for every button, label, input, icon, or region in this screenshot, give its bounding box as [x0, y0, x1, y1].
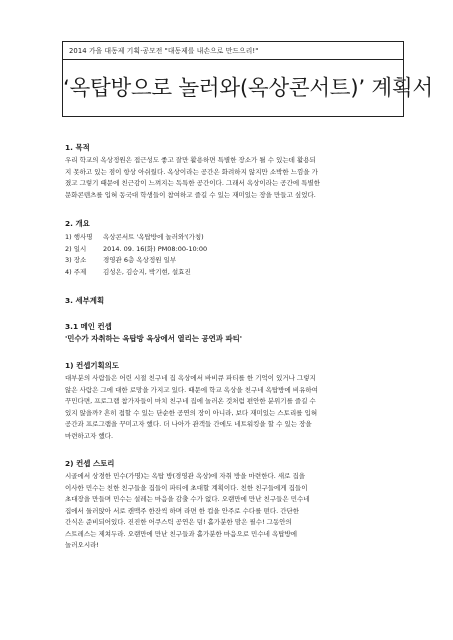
- text-line: 이사한 민수는 친한 친구들을 집들이 파티에 초대할 계획이다. 친한 친구들에게 집들이: [65, 483, 308, 492]
- text-line: 문화콘텐츠를 입혀 동국대 학생들이 참여하고 즐길 수 있는 재미있는 장을 만들고 싶었다.: [65, 190, 316, 199]
- purpose-paragraph: [65, 155, 395, 201]
- concept-story-paragraph: [65, 471, 395, 552]
- overview-key: 4) 주제: [65, 267, 87, 276]
- overview-item: [65, 244, 395, 256]
- text-line: 꾸민다면, 프로그램 참가자들이 마치 친구네 집에 놀러온 것처럼 편안한 분위기를 즐길 수: [65, 397, 316, 405]
- section-heading-details: 3. 세부계획: [65, 296, 105, 305]
- section-heading-overview: 2. 개요: [65, 219, 90, 228]
- overview-value: 경영관 6층 옥상정원 일부: [103, 256, 177, 264]
- overview-item: [65, 267, 395, 279]
- divider: [63, 59, 403, 60]
- text-line: 스트레스는 제쳐두라. 오랜만에 만난 친구들과 홀가분한 마음으로 민수네 옥탑방에: [65, 529, 298, 538]
- overview-key: 2) 일시: [65, 244, 87, 253]
- text-line: 대부분의 사람들은 어린 시절 친구네 집 옥상에서 바비큐 파티를 한 기억이 있거나 그렇지: [65, 374, 316, 382]
- event-subtitle: 2014 가을 대동제 기획·공모전 "대동제를 내손으로 만드으리!": [69, 47, 259, 55]
- text-line: 놀러오시라!: [65, 541, 100, 549]
- overview-key: 1) 행사명: [65, 233, 93, 241]
- section-heading-purpose: 1. 목적: [65, 143, 90, 152]
- main-concept-tagline: '민수가 자취하는 옥탑방 옥상에서 열리는 공연과 파티': [65, 334, 243, 343]
- overview-item: [65, 255, 395, 267]
- text-line: 마련하고자 했다.: [65, 431, 114, 440]
- concept-intent-paragraph: [65, 373, 395, 442]
- text-line: 지 못하고 있는 점이 항상 아쉬웠다. 옥상이라는 공간은 화려하지 않지만 소박한 느낌을 가: [65, 167, 318, 176]
- concept-intent-heading: 1) 컨셉기획의도: [65, 361, 119, 370]
- text-line: 초대장을 만들며 민수는 설레는 마음을 감출 수가 없다. 오랜만에 만난 친구들은 민수네: [65, 495, 310, 503]
- text-line: 않은 사람은 그에 대한 로망을 가지고 있다. 때문에 학교 옥상을 친구네 옥탑방에 비유하여: [65, 385, 318, 394]
- concept-story-heading: 2) 컨셉 스토리: [65, 459, 115, 468]
- title-box: [62, 41, 433, 117]
- overview-item: [65, 232, 395, 244]
- overview-value: 옥상콘서트 '옥탑방에 놀러와'(가칭): [103, 233, 204, 241]
- overview-key: 3) 장소: [65, 256, 87, 264]
- text-line: 있지 않을까? 흔히 접할 수 있는 단순한 공연의 장이 아니라, 보다 재미있는 스토리를 입혀: [65, 408, 318, 417]
- overview-value: 김성은, 김승지, 박기현, 설효진: [103, 267, 191, 276]
- overview-value: 2014. 09. 16(화) PM08:00-10:00: [103, 244, 208, 253]
- text-line: 졌고 그렇기 때문에 친근감이 느껴지는 독특한 공간이다. 그래서 옥상이라는 공간에 특별한: [65, 179, 321, 187]
- subsection-heading-main-concept: 3.1 메인 컨셉: [65, 322, 112, 331]
- text-line: 간식은 준비되어있다. 진진한 어쿠스틱 공연은 덤! 홀가분한 맘은 필수! 그동안의: [65, 518, 292, 526]
- text-line: 시골에서 상경한 민수(가명)는 옥탑 방(경영관 옥상)에 자취 방을 마련한다. 새로 집을: [65, 472, 306, 480]
- text-line: 집에서 둘러앉아 서로 캔맥주 한잔씩 하며 라면 한 컵을 안주로 수다를 떤다. 간단한: [65, 506, 300, 515]
- document-title: ‘옥탑방으로 놀러와(옥상콘서트)’ 계획서: [63, 76, 433, 101]
- overview-list: [65, 232, 395, 278]
- text-line: 공간과 프로그램을 꾸미고자 했다. 더 나아가 관객들 간에도 네트워킹을 할 수 있는 장을: [65, 420, 312, 428]
- text-line: 우리 학교의 옥상정원은 접근성도 좋고 잘만 활용하면 특별한 장소가 될 수 있는데 활용되: [65, 156, 316, 164]
